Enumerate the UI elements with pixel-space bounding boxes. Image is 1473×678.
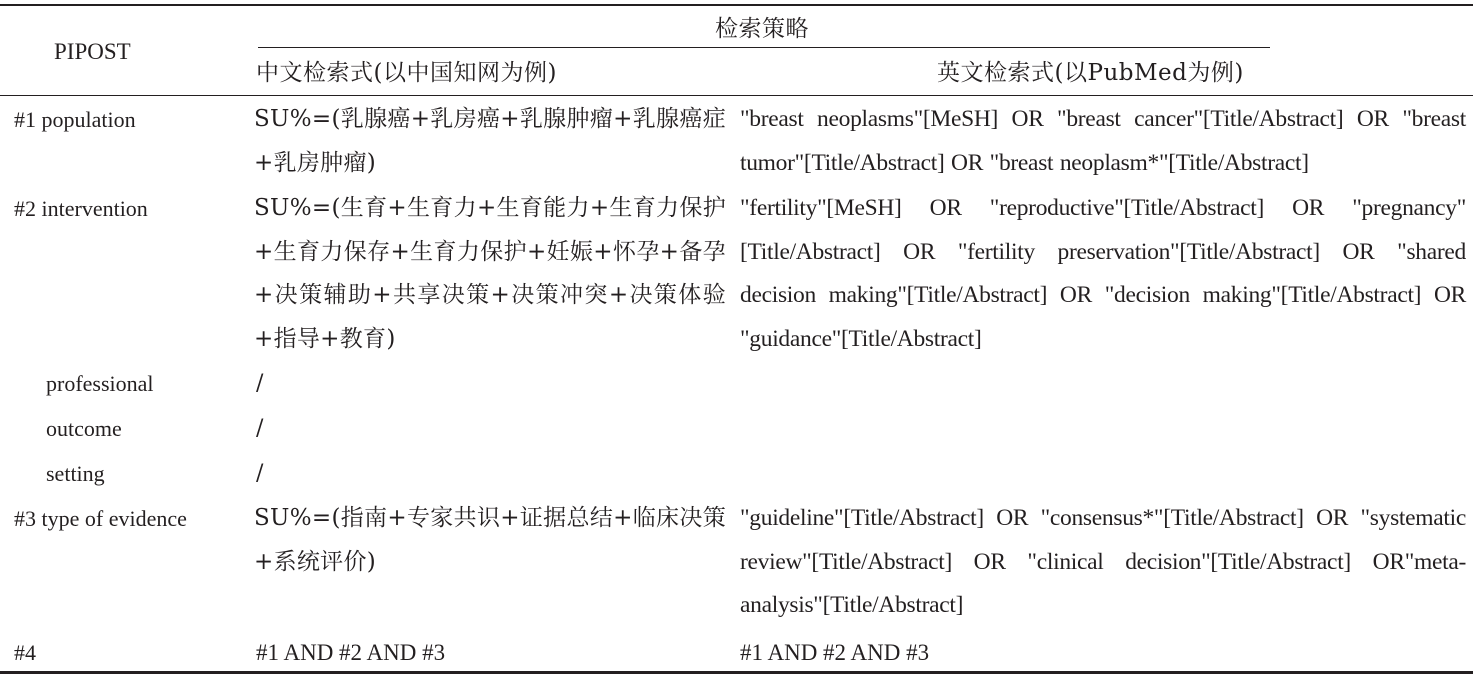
header-english-query: 英文检索式(以PubMed为例)	[937, 60, 1244, 86]
header-search-strategy: 检索策略	[715, 16, 809, 42]
row-label-type-of-evidence: #3 type of evidence	[14, 506, 187, 531]
row-cn-combined: #1 AND #2 AND #3	[256, 640, 446, 665]
row-en-population: "breast neoplasms"[MeSH] OR "breast cancer"[Title/Abstract] OR "breast tumor"[Title/Abstract] OR "breast neoplasm*"[Title/Abstract]	[740, 106, 1466, 176]
row-en-intervention: "fertility"[MeSH] OR "reproductive"[Title/Abstract] OR "pregnancy"[Title/Abstract] OR "fertility preservation"[Title/Abstract] OR "shared decision making"[Title/Abstract] OR "decision making"[Title/Abstract] OR "guidance"[Title/Abstract]	[740, 195, 1466, 352]
row-label-population: #1 population	[14, 107, 136, 132]
row-cn-outcome: /	[256, 416, 264, 441]
row-label-professional: professional	[46, 371, 154, 396]
row-label-outcome: outcome	[46, 416, 122, 441]
row-cn-population: SU%=(乳腺癌+乳房癌+乳腺肿瘤+乳腺癌症+乳房肿瘤)	[254, 106, 726, 176]
row-cn-setting: /	[256, 461, 264, 486]
header-chinese-query: 中文检索式(以中国知网为例)	[256, 60, 557, 86]
header-group-rule	[258, 47, 1270, 48]
row-en-type-of-evidence: "guideline"[Title/Abstract] OR "consensus*"[Title/Abstract] OR "systematic review"[Title/Abstract] OR "clinical decision"[Title/Abstract] OR"meta-analysis"[Title/Abstract]	[740, 505, 1466, 618]
row-cn-professional: /	[256, 371, 264, 396]
row-en-combined: #1 AND #2 AND #3	[740, 640, 930, 665]
row-label-intervention: #2 intervention	[14, 196, 148, 221]
row-cn-type-of-evidence: SU%=(指南+专家共识+证据总结+临床决策+系统评价)	[254, 505, 726, 575]
row-label-combined: #4	[14, 640, 36, 665]
header-bottom-rule	[0, 95, 1473, 96]
table-bottom-rule	[0, 671, 1473, 674]
row-cn-intervention: SU%=(生育+生育力+生育能力+生育力保护+生育力保存+生育力保护+妊娠+怀孕+备孕+决策辅助+共享决策+决策冲突+决策体验+指导+教育)	[254, 195, 726, 352]
header-pipost: PIPOST	[54, 39, 131, 64]
table-top-rule	[0, 4, 1473, 6]
row-label-setting: setting	[46, 461, 105, 486]
